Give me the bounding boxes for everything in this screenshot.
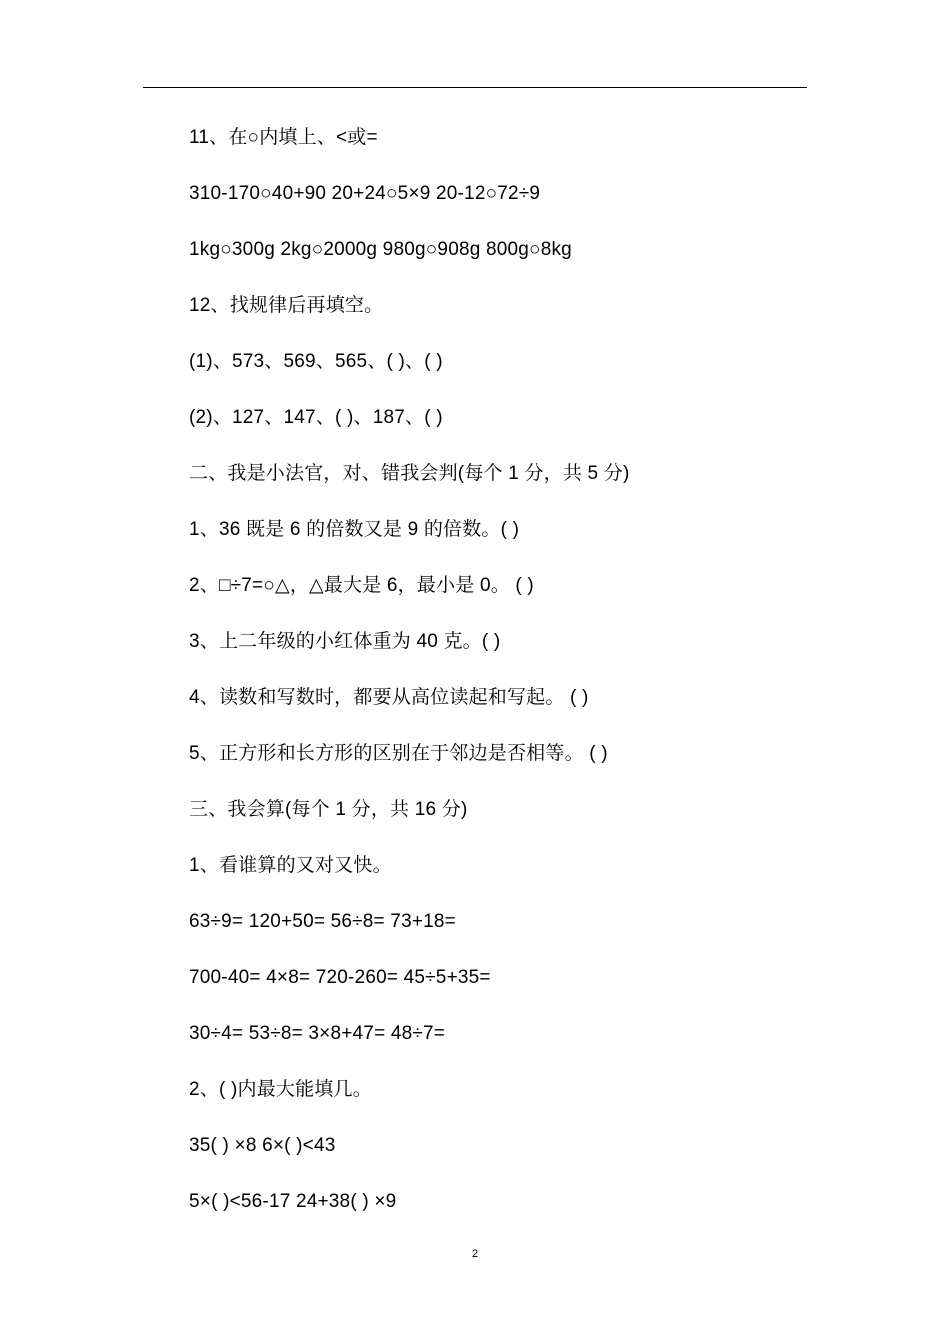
judge-item-2: 2、□÷7=○△，△最大是 6，最小是 0。 ( ) — [189, 575, 534, 596]
document-body — [189, 122, 809, 1242]
calc-row-1: 63÷9= 120+50= 56÷8= 73+18= — [189, 911, 456, 932]
calc-subheading-1: 1、看谁算的又对又快。 — [189, 855, 392, 876]
judge-item-3: 3、上二年级的小红体重为 40 克。( ) — [189, 631, 501, 652]
calc-row-2: 700-40= 4×8= 720-260= 45÷5+35= — [189, 967, 491, 988]
question-12-heading: 12、找规律后再填空。 — [189, 295, 384, 316]
judge-item-5: 5、正方形和长方形的区别在于邻边是否相等。 ( ) — [189, 743, 608, 764]
calc-subheading-2: 2、( )内最大能填几。 — [189, 1079, 372, 1100]
calc-row-3: 30÷4= 53÷8= 3×8+47= 48÷7= — [189, 1023, 446, 1044]
page-number: 2 — [471, 1248, 479, 1260]
compare-row-2: 1kg○300g 2kg○2000g 980g○908g 800g○8kg — [189, 239, 572, 260]
question-11-heading: 11、在○内填上、<或= — [189, 127, 378, 148]
judge-item-1: 1、36 既是 6 的倍数又是 9 的倍数。( ) — [189, 519, 520, 540]
section-2-heading: 二、我是小法官，对、错我会判(每个 1 分，共 5 分) — [189, 463, 630, 484]
compare-row-1: 310-170○40+90 20+24○5×9 20-12○72÷9 — [189, 183, 541, 204]
judge-item-4: 4、读数和写数时，都要从高位读起和写起。 ( ) — [189, 687, 589, 708]
pattern-row-1: (1)、573、569、565、( )、( ) — [189, 351, 443, 372]
fill-row-1: 35( ) ×8 6×( )<43 — [189, 1135, 336, 1156]
header-rule — [143, 87, 807, 88]
section-3-heading: 三、我会算(每个 1 分，共 16 分) — [189, 799, 468, 820]
pattern-row-2: (2)、127、147、( )、187、( ) — [189, 407, 443, 428]
fill-row-2: 5×( )<56-17 24+38( ) ×9 — [189, 1191, 397, 1212]
